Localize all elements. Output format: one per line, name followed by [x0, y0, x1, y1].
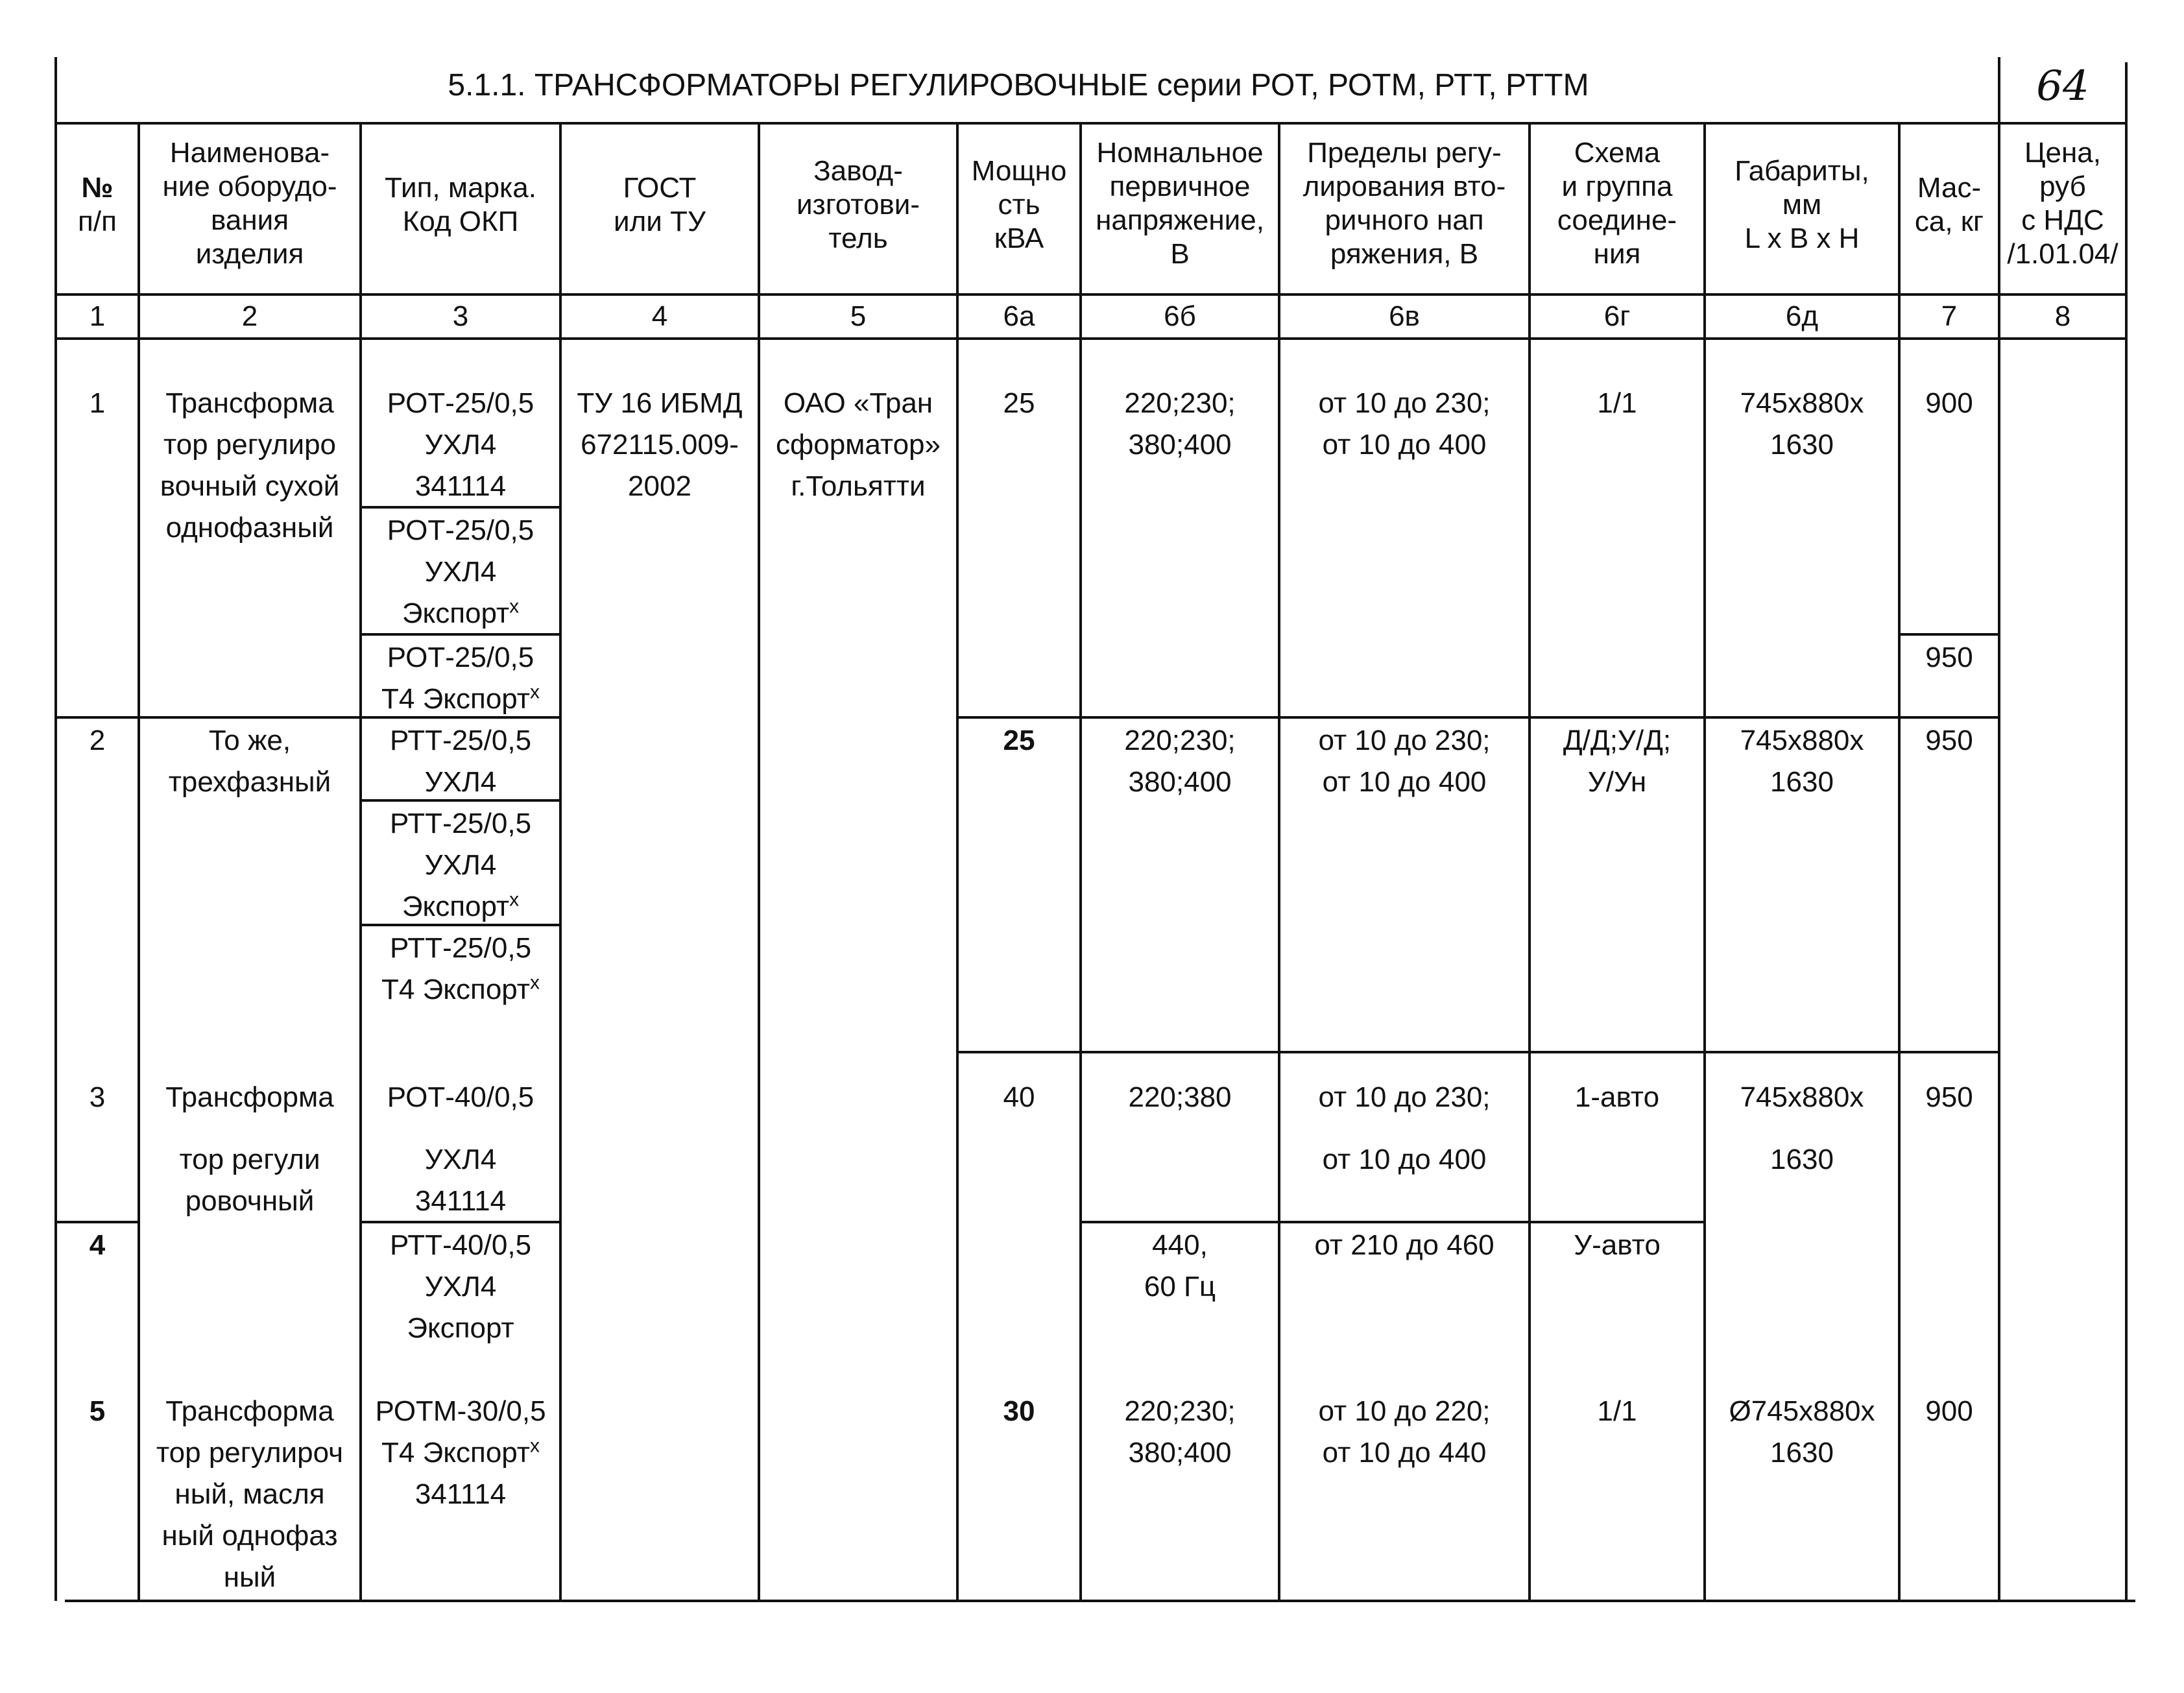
- gost-spec: [560, 383, 759, 507]
- header-line: ния: [1593, 238, 1641, 270]
- cell-line: 745x880x: [1740, 387, 1864, 419]
- rule-col-right: [2125, 62, 2128, 1601]
- cell-line: 745x880x: [1740, 725, 1864, 756]
- export-mark: x: [529, 681, 540, 703]
- header-line: п/п: [78, 206, 117, 237]
- header-line: ГОСТ: [623, 172, 697, 204]
- cell-line: от 10 до 440: [1322, 1437, 1487, 1469]
- cell-line: РТТ-25/0,5: [389, 725, 532, 756]
- cell-line: от 10 до 400: [1322, 766, 1487, 798]
- cell-line: РТТ-25/0,5: [389, 932, 532, 964]
- cell-line: УХЛ4: [424, 1271, 497, 1303]
- col-number: 2: [241, 300, 258, 332]
- col-number: 1: [89, 300, 106, 332]
- header-line: лирования вто-: [1302, 171, 1506, 202]
- item-name: [139, 1077, 361, 1222]
- header-line: /1.01.04/: [2007, 238, 2118, 270]
- cell-line: Трансформа: [165, 1395, 334, 1427]
- cell-line: УХЛ4: [424, 1144, 497, 1175]
- header-line: Габариты,: [1734, 155, 1869, 187]
- header-line: Наименова-: [169, 137, 330, 169]
- header-line: напряжение,: [1096, 204, 1264, 236]
- rule-col-10: [1898, 122, 1901, 1601]
- cell-text: Экспорт: [402, 891, 510, 922]
- cell-line: 2002: [628, 470, 691, 502]
- cell-line: трехфазный: [168, 766, 331, 798]
- cell-line: 1630: [1770, 766, 1834, 798]
- dims-value: [1705, 383, 1899, 466]
- cell-text: Экспорт: [402, 597, 510, 629]
- cell-line: 341114: [414, 1185, 507, 1217]
- scheme-value: [1530, 720, 1705, 803]
- cell-line: тор регули: [179, 1144, 320, 1175]
- mass-value: 900: [1925, 387, 1973, 419]
- range-value: от 210 до 460: [1314, 1229, 1494, 1261]
- cell-line: [361, 969, 560, 1011]
- header-line: Мощно: [971, 155, 1067, 187]
- header-name: [139, 136, 361, 271]
- cell-line: [361, 1432, 560, 1474]
- header-line: Пределы регу-: [1307, 137, 1502, 169]
- rule-row-4-num: [54, 1221, 139, 1223]
- power-value: 30: [1003, 1395, 1035, 1427]
- power-value: 25: [1003, 725, 1035, 756]
- scheme-value: 1/1: [1597, 1395, 1637, 1427]
- col-number: 6б: [1164, 300, 1196, 332]
- cell-line: от 10 до 400: [1322, 429, 1487, 461]
- cell-line: тор регулироч: [156, 1437, 343, 1469]
- page-number: 64: [2036, 62, 2089, 110]
- type-code: [361, 383, 560, 507]
- dims-value: [1705, 720, 1899, 803]
- cell-line: ровочный: [185, 1185, 315, 1217]
- dims-value: [1705, 1391, 1899, 1474]
- header-line: сть: [998, 189, 1040, 221]
- header-line: ричного нап: [1325, 204, 1484, 236]
- range-value: [1279, 720, 1530, 803]
- header-gost: [560, 171, 759, 239]
- table-title: 5.1.1. ТРАНСФОРМАТОРЫ РЕГУЛИРОВОЧНЫЕ серии РОТ, РОТМ, РТТ, РТТМ: [448, 68, 1589, 102]
- cell-line: Трансформа: [165, 387, 334, 419]
- cell-line: 220;230;: [1124, 387, 1236, 419]
- cell-line: 380;400: [1128, 429, 1232, 461]
- cell-text: Т4 Экспорт: [381, 683, 530, 715]
- cell-line: Экспорт: [407, 1312, 514, 1344]
- col-number: 6в: [1389, 300, 1420, 332]
- type-code: [361, 1225, 560, 1349]
- header-line: или ТУ: [614, 206, 706, 237]
- cell-line: 380;400: [1128, 1437, 1232, 1469]
- header-line: первичное: [1109, 171, 1251, 202]
- rule-col-left: [54, 57, 57, 1601]
- item-name: [139, 720, 361, 803]
- cell-line: однофазный: [165, 512, 334, 544]
- header-line: №: [81, 172, 114, 204]
- type-code: [361, 1391, 560, 1515]
- type-code: [361, 720, 560, 803]
- header-maker: [759, 154, 957, 256]
- cell-line: от 10 до 230;: [1318, 725, 1491, 756]
- cell-line: УХЛ4: [424, 766, 497, 798]
- export-mark: x: [529, 972, 540, 994]
- header-line: Мас-: [1917, 172, 1982, 204]
- cell-line: 220;230;: [1124, 1395, 1236, 1427]
- col-number: 8: [2054, 300, 2071, 332]
- cell-line: 1630: [1770, 1144, 1834, 1175]
- cell-line: вочный сухой: [160, 470, 340, 502]
- cell-line: РОТ-25/0,5: [387, 514, 534, 546]
- col-number: 7: [1941, 300, 1958, 332]
- cell-line: 380;400: [1128, 766, 1232, 798]
- header-line: соедине-: [1557, 204, 1677, 236]
- cell-line: 341114: [414, 1478, 507, 1510]
- cell-line: от 10 до 220;: [1318, 1395, 1491, 1427]
- cell-line: РОТ-25/0,5: [387, 642, 534, 673]
- cell-line: То же,: [208, 725, 291, 756]
- voltage-value: [1081, 383, 1279, 466]
- rule-col-11: [1998, 57, 2000, 1601]
- power-value: 25: [1003, 387, 1035, 419]
- col-number: 5: [850, 300, 867, 332]
- item-name: [139, 1391, 361, 1598]
- header-power: [957, 154, 1081, 256]
- cell-line: 1630: [1770, 1437, 1834, 1469]
- rule-col-4: [758, 122, 760, 1601]
- cell-line: 341114: [414, 470, 507, 502]
- rule-col-1: [138, 122, 140, 1601]
- header-line: тель: [828, 222, 888, 254]
- cell-line: ОАО «Тран: [783, 387, 933, 419]
- row-number: 2: [89, 725, 106, 756]
- voltage-value: [1081, 1225, 1279, 1308]
- header-scheme: [1530, 136, 1705, 271]
- cell-line: 60 Гц: [1144, 1271, 1216, 1303]
- col-number: 4: [651, 300, 668, 332]
- rule-mass-1: [1898, 633, 1999, 636]
- header-line: с НДС: [2021, 204, 2104, 236]
- cell-line: ТУ 16 ИБМД: [577, 387, 743, 419]
- cell-line: РОТ-40/0,5: [387, 1081, 534, 1113]
- mass-value: 950: [1925, 725, 1973, 756]
- header-line: и группа: [1561, 171, 1673, 202]
- header-num: [56, 171, 139, 239]
- row-number: 5: [89, 1395, 106, 1427]
- cell-line: РТТ-25/0,5: [389, 808, 532, 839]
- cell-text: Т4 Экспорт: [381, 974, 530, 1005]
- header-range: [1279, 136, 1530, 271]
- range-value: [1279, 1077, 1530, 1181]
- header-line: кВА: [994, 222, 1044, 254]
- cell-line: ный: [223, 1561, 276, 1593]
- cell-line: [361, 886, 560, 928]
- header-line: Код ОКП: [402, 206, 519, 237]
- header-mass: [1899, 171, 1999, 239]
- header-price: [1999, 136, 2126, 271]
- col-number: 6г: [1603, 300, 1631, 332]
- row-number: 1: [89, 387, 106, 419]
- voltage-value: [1081, 1391, 1279, 1474]
- cell-line: [361, 678, 560, 720]
- header-line: вания: [210, 204, 289, 236]
- rule-col-8: [1528, 122, 1531, 1601]
- mass-value: 900: [1925, 1395, 1973, 1427]
- rule-col-5: [956, 122, 959, 1601]
- header-type: [361, 171, 560, 239]
- header-line: изделия: [195, 238, 304, 270]
- cell-line: г.Тольятти: [791, 470, 926, 502]
- type-code: [361, 803, 560, 928]
- rule-row-4-volt: [1079, 1221, 1705, 1223]
- header-line: Номнальное: [1096, 137, 1264, 169]
- mass-value: 950: [1925, 1081, 1973, 1113]
- item-name: [139, 383, 361, 549]
- rule-header-top: [54, 122, 2128, 125]
- cell-line: тор регулиро: [163, 429, 337, 461]
- cell-line: сформатор»: [776, 429, 941, 461]
- cell-line: 745x880x: [1740, 1081, 1864, 1113]
- header-line: L x B x H: [1744, 222, 1860, 254]
- header-line: са, кг: [1914, 206, 1984, 237]
- voltage-value: [1081, 720, 1279, 803]
- cell-line: ный, масля: [174, 1478, 325, 1510]
- rule-col-9: [1703, 122, 1706, 1601]
- rule-row-2-right: [956, 716, 1999, 719]
- type-code: [361, 928, 560, 1011]
- header-line: Завод-: [813, 155, 903, 187]
- cell-line: от 10 до 400: [1322, 1144, 1487, 1175]
- cell-text: Т4 Экспорт: [381, 1437, 530, 1469]
- mass-value: 950: [1925, 642, 1973, 673]
- header-line: В: [1170, 238, 1190, 270]
- header-line: руб: [2039, 171, 2086, 202]
- dims-value: [1705, 1077, 1899, 1181]
- manufacturer: [759, 383, 957, 507]
- header-dims: [1705, 154, 1899, 256]
- header-line: мм: [1782, 189, 1822, 221]
- rule-colnum-bottom: [54, 337, 2128, 340]
- cell-line: УХЛ4: [424, 556, 497, 588]
- cell-line: от 10 до 230;: [1318, 387, 1491, 419]
- export-mark: x: [529, 1435, 540, 1457]
- type-code: [361, 1077, 560, 1222]
- scheme-value: У-авто: [1574, 1229, 1661, 1261]
- type-code: [361, 510, 560, 634]
- header-line: Схема: [1574, 137, 1661, 169]
- header-line: Цена,: [2024, 137, 2101, 169]
- col-number: 3: [452, 300, 469, 332]
- cell-line: РОТ-25/0,5: [387, 387, 534, 419]
- cell-line: Ø745x880x: [1729, 1395, 1875, 1427]
- cell-line: 672115.009-: [581, 429, 739, 461]
- cell-line: [361, 593, 560, 634]
- range-value: [1279, 1391, 1530, 1474]
- cell-line: 220;230;: [1124, 725, 1236, 756]
- cell-line: У/Ун: [1587, 766, 1647, 798]
- cell-line: от 10 до 230;: [1318, 1081, 1491, 1113]
- range-value: [1279, 383, 1530, 466]
- col-number: 6а: [1003, 300, 1035, 332]
- row-number: 3: [89, 1081, 106, 1113]
- header-line: изготови-: [796, 189, 920, 221]
- cell-line: УХЛ4: [424, 429, 497, 461]
- cell-line: Трансформа: [165, 1081, 334, 1113]
- power-value: 40: [1003, 1081, 1035, 1113]
- col-number: 6д: [1785, 300, 1819, 332]
- type-code: [361, 637, 560, 720]
- cell-line: 440,: [1152, 1229, 1208, 1261]
- header-line: Тип, марка.: [385, 172, 536, 204]
- export-mark: x: [509, 595, 520, 618]
- rule-col-7: [1278, 122, 1280, 1601]
- cell-line: РТТ-40/0,5: [389, 1229, 532, 1261]
- scheme-value: 1-авто: [1574, 1081, 1660, 1113]
- header-line: ние оборудо-: [162, 171, 337, 202]
- voltage-value: 220;380: [1128, 1081, 1232, 1113]
- scheme-value: 1/1: [1597, 387, 1637, 419]
- cell-line: РОТМ-30/0,5: [375, 1395, 546, 1427]
- cell-line: УХЛ4: [424, 849, 497, 881]
- cell-line: 1630: [1770, 429, 1834, 461]
- cell-line: Д/Д;У/Д;: [1563, 725, 1672, 756]
- header-voltage: [1081, 136, 1279, 271]
- rule-table-bottom: [65, 1600, 2135, 1602]
- header-line: ряжения, В: [1330, 238, 1479, 270]
- row-number: 4: [89, 1229, 106, 1261]
- rule-col-6: [1079, 122, 1082, 1601]
- rule-row-3-right: [956, 1051, 1999, 1053]
- cell-line: ный однофаз: [162, 1520, 338, 1552]
- export-mark: x: [509, 889, 520, 911]
